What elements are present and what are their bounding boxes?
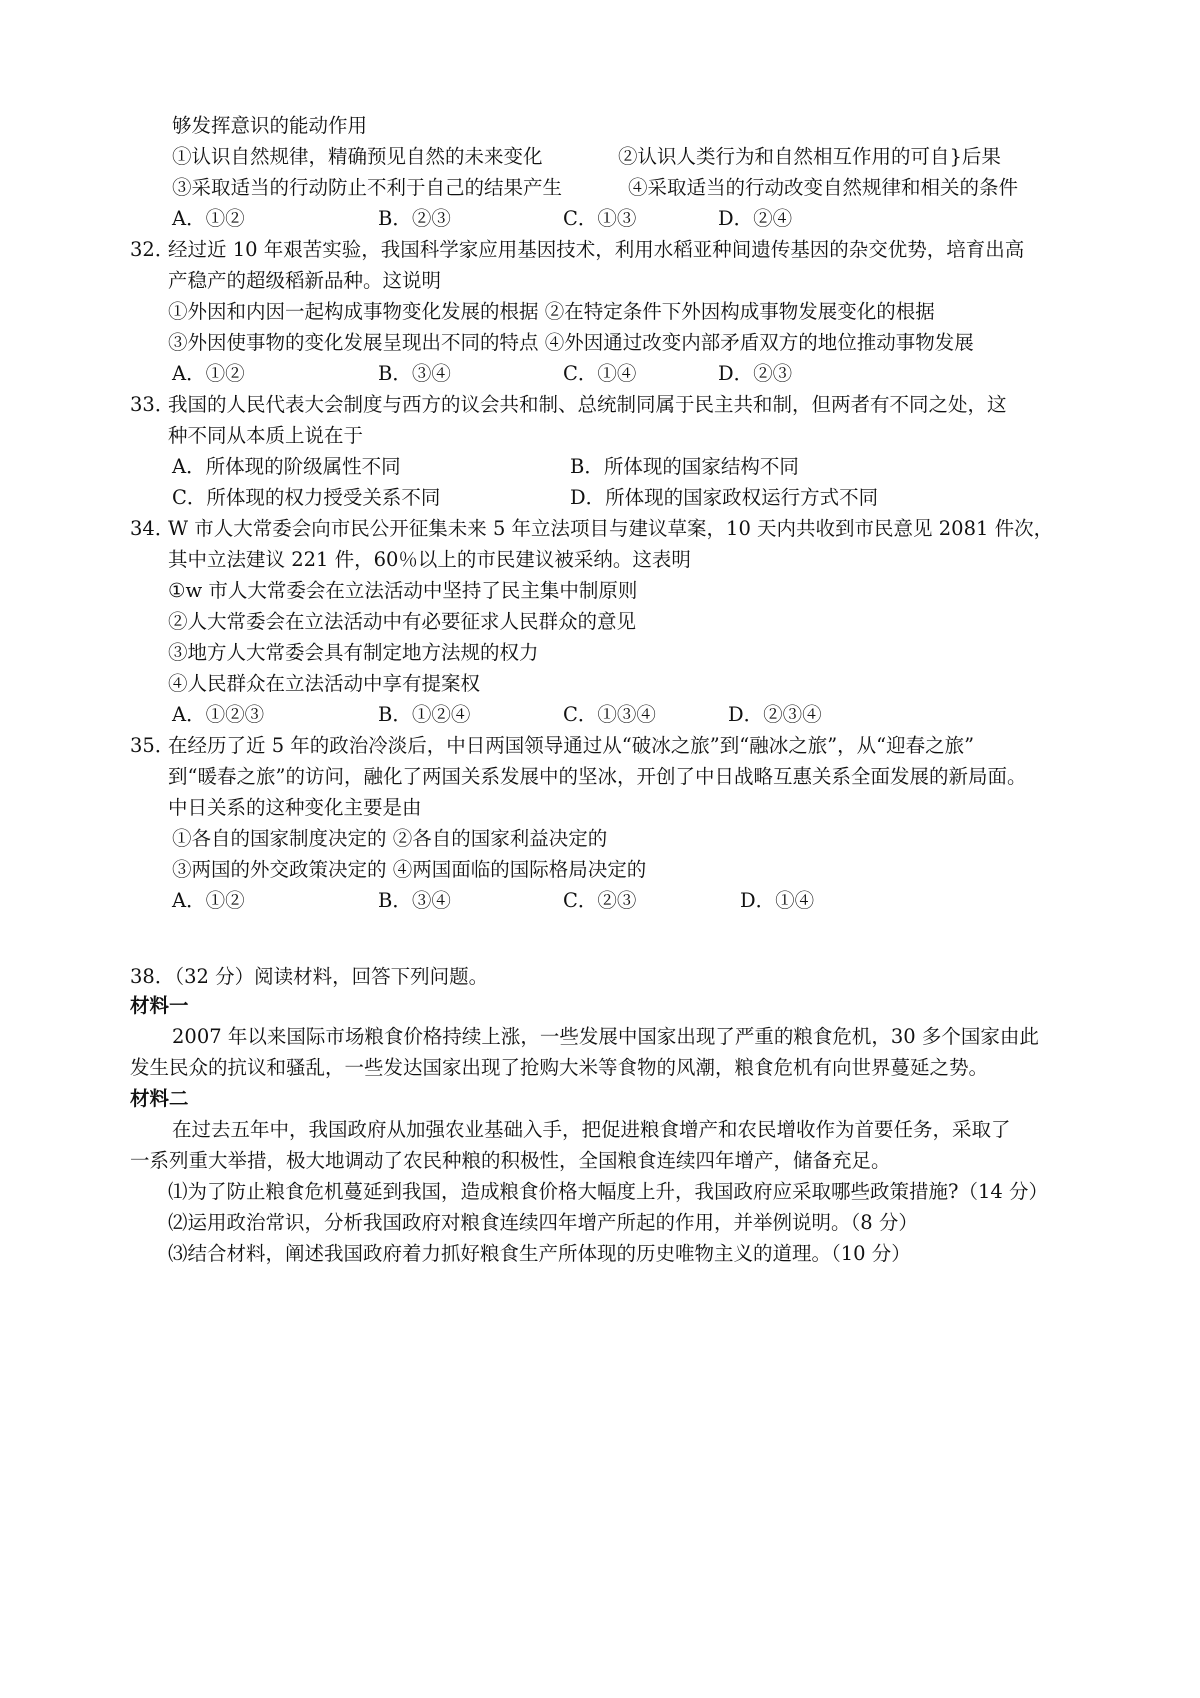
q33-option-d: D．所体现的国家政权运行方式不同	[570, 486, 879, 509]
q32-option-a: A．①②	[172, 362, 245, 385]
q34-option-a: A．①②③	[172, 703, 265, 726]
q38-material-2-title: 材料二	[130, 1087, 189, 1110]
q38-material-2-line-2: 一系列重大举措，极大地调动了农民种粮的积极性，全国粮食连续四年增产，储备充足。	[130, 1149, 891, 1172]
q35-items-3-4: ③两国的外交政策决定的 ④两国面临的国际格局决定的	[172, 858, 647, 881]
q38-material-1-line-1: 2007 年以来国际市场粮食价格持续上涨，一些发展中国家出现了严重的粮食危机，30 多个国家由此	[172, 1025, 1039, 1048]
q33-stem-text: 我国的人民代表大会制度与西方的议会共和制、总统制同属于民主共和制，但两者有不同之处，这	[168, 393, 1007, 416]
q35-stem-text: 在经历了近 5 年的政治冷淡后，中日两国领导通过从“破冰之旅”到“融冰之旅”，从“迎春之旅”	[168, 734, 975, 757]
q34-option-b: B．①②④	[378, 703, 471, 726]
q33-stem-line-1	[130, 390, 1007, 420]
q32-option-c: C．①④	[563, 362, 637, 385]
q35-option-a: A．①②	[172, 889, 245, 912]
q35-number: 35．	[130, 734, 175, 757]
q31-item-4: ④采取适当的行动改变自然规律和相关的条件	[628, 176, 1019, 199]
q35-option-d: D．①④	[740, 889, 815, 912]
q32-option-d: D．②③	[718, 362, 793, 385]
q31-stem-tail: 够发挥意识的能动作用	[172, 114, 368, 137]
q34-item-1: ①w 市人大常委会在立法活动中坚持了民主集中制原则	[168, 579, 638, 602]
q38-subquestion-2: ⑵运用政治常识，分析我国政府对粮食连续四年增产所起的作用，并举例说明。（8 分）	[168, 1211, 918, 1234]
q34-stem-line-1	[130, 514, 1053, 544]
q38-subquestion-1: ⑴为了防止粮食危机蔓延到我国，造成粮食价格大幅度上升，我国政府应采取哪些政策措施?（14 分）	[168, 1180, 1048, 1203]
q31-option-c: C．①③	[563, 207, 637, 230]
q31-item-2: ②认识人类行为和自然相互作用的可自}后果	[618, 145, 1001, 168]
q34-option-c: C．①③④	[563, 703, 656, 726]
q31-option-b: B．②③	[378, 207, 451, 230]
q38-material-1-line-2: 发生民众的抗议和骚乱，一些发达国家出现了抢购大米等食物的风潮，粮食危机有向世界蔓延之势。	[130, 1056, 989, 1079]
q33-number: 33．	[130, 393, 175, 416]
q34-item-3: ③地方人大常委会具有制定地方法规的权力	[168, 641, 539, 664]
q35-stem-line-1	[130, 731, 974, 761]
q32-items-3-4: ③外因使事物的变化发展呈现出不同的特点 ④外因通过改变内部矛盾双方的地位推动事物发展	[168, 331, 974, 354]
q35-option-c: C．②③	[563, 889, 637, 912]
q31-item-1: ①认识自然规律，精确预见自然的未来变化	[172, 145, 543, 168]
q32-stem-line-2: 产稳产的超级稻新品种。这说明	[168, 269, 442, 292]
q34-stem-text: W 市人大常委会向市民公开征集未来 5 年立法项目与建议草案，10 天内共收到市民意见 2081 件次，	[168, 517, 1054, 540]
q34-item-4: ④人民群众在立法活动中享有提案权	[168, 672, 481, 695]
q34-stem-line-2: 其中立法建议 221 件，60％以上的市民建议被采纳。这表明	[168, 548, 691, 571]
q32-option-b: B．③④	[378, 362, 451, 385]
q38-subquestion-3: ⑶结合材料，阐述我国政府着力抓好粮食生产所体现的历史唯物主义的道理。（10 分）	[168, 1242, 911, 1265]
q38-material-2-line-1: 在过去五年中，我国政府从加强农业基础入手，把促进粮食增产和农民增收作为首要任务，采取了	[172, 1118, 1011, 1141]
q32-items-1-2: ①外因和内因一起构成事物变化发展的根据 ②在特定条件下外因构成事物发展变化的根据	[168, 300, 935, 323]
q31-item-3: ③采取适当的行动防止不利于自己的结果产生	[172, 176, 563, 199]
q31-option-d: D．②④	[718, 207, 793, 230]
q33-option-c: C．所体现的权力授受关系不同	[172, 486, 441, 509]
q35-items-1-2: ①各自的国家制度决定的 ②各自的国家利益决定的	[172, 827, 608, 850]
q33-option-a: A．所体现的阶级属性不同	[172, 455, 401, 478]
q33-option-b: B．所体现的国家结构不同	[570, 455, 799, 478]
q32-stem-line-1	[130, 235, 1024, 265]
q32-number: 32．	[130, 238, 175, 261]
q32-stem-text: 经过近 10 年艰苦实验，我国科学家应用基因技术，利用水稻亚种间遗传基因的杂交优势，培育出高	[168, 238, 1025, 261]
q33-stem-line-2: 种不同从本质上说在于	[168, 424, 364, 447]
q35-stem-line-2: 到“暖春之旅”的访问，融化了两国关系发展中的坚冰，开创了中日战略互惠关系全面发展的新局面。	[168, 765, 1027, 788]
q34-item-2: ②人大常委会在立法活动中有必要征求人民群众的意见	[168, 610, 637, 633]
q34-option-d: D．②③④	[728, 703, 822, 726]
q38-header: 38．（32 分）阅读材料，回答下列问题。	[130, 965, 489, 988]
q35-stem-line-3: 中日关系的这种变化主要是由	[168, 796, 422, 819]
q31-option-a: A．①②	[172, 207, 245, 230]
q34-number: 34．	[130, 517, 175, 540]
q35-option-b: B．③④	[378, 889, 451, 912]
q38-material-1-title: 材料一	[130, 994, 189, 1017]
